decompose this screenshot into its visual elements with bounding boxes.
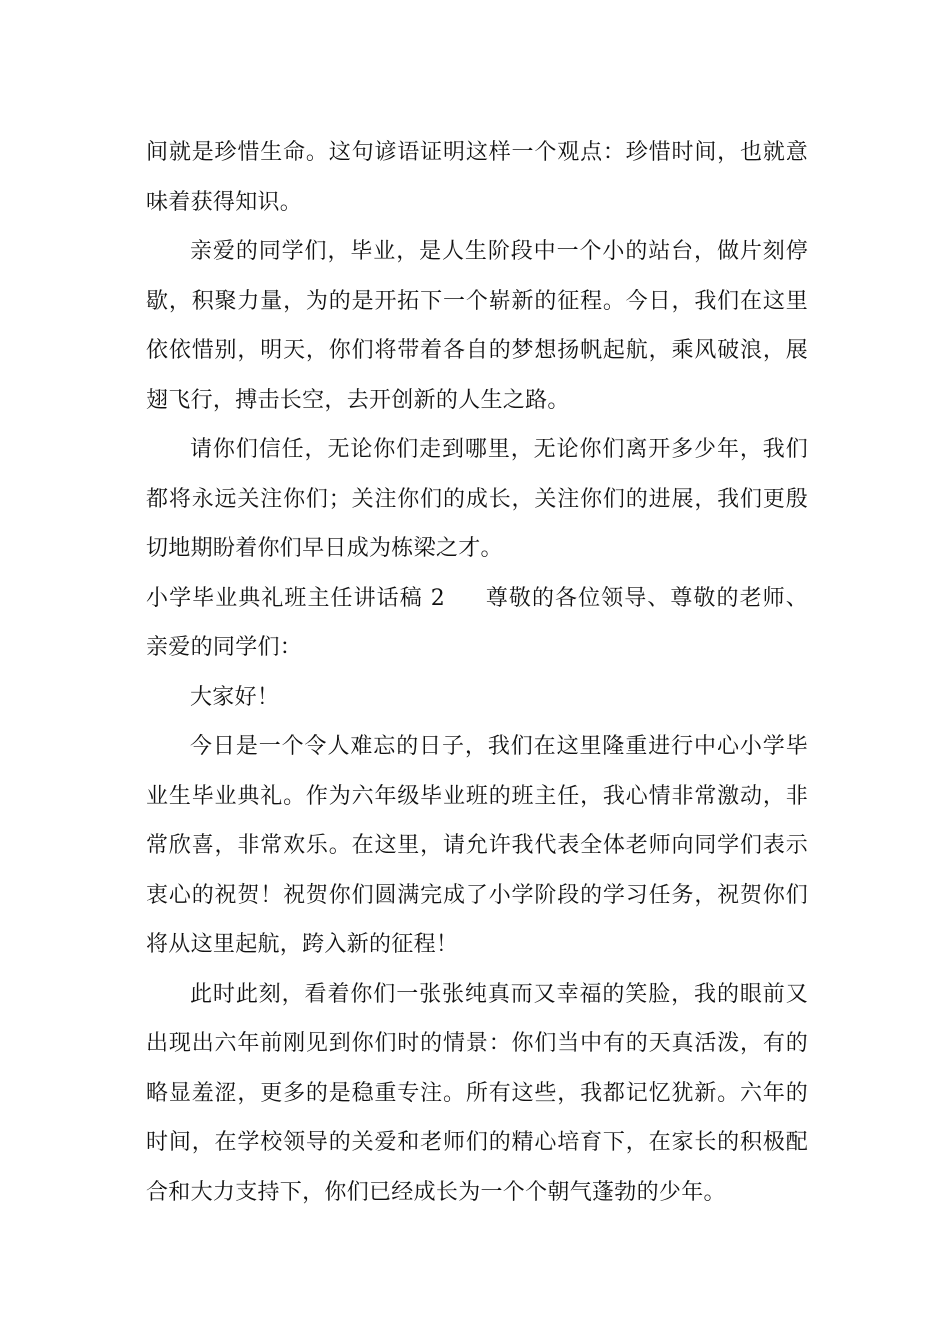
speech-title: 小学毕业典礼班主任讲话稿 2 bbox=[146, 585, 446, 611]
paragraph-memories: 此时此刻，看着你们一张张纯真而又幸福的笑脸，我的眼前又出现出六年前刚见到你们时的情景：你们当中有的天真活泼，有的略显羞涩，更多的是稳重专注。所有这些，我都记忆犹新。六年的时间，在学校领导的关爱和老师们的精心培育下，在家长的积极配合和大力支持下，你们已经成长为一个个朝气蓬勃的少年。 bbox=[146, 981, 808, 1205]
speech-heading bbox=[146, 574, 808, 673]
paragraph-greeting: 大家好！ bbox=[190, 684, 280, 710]
paragraph-congratulations: 今日是一个令人难忘的日子，我们在这里隆重进行中心小学毕业生毕业典礼。作为六年级毕业班的班主任，我心情非常激动，非常欣喜，非常欢乐。在这里，请允许我代表全体老师向同学们表示衷心的祝贺！祝贺你们圆满完成了小学阶段的学习任务，祝贺你们将从这里起航，跨入新的征程！ bbox=[146, 734, 808, 957]
paragraph-farewell: 亲爱的同学们，毕业，是人生阶段中一个小的站台，做片刻停歇，积聚力量，为的是开拓下一个崭新的征程。今日，我们在这里依依惜别，明天，你们将带着各自的梦想扬帆起航，乘风破浪，展翅飞行，搏击长空，去开创新的人生之路。 bbox=[146, 239, 808, 413]
paragraph-trust: 请你们信任，无论你们走到哪里，无论你们离开多少年，我们都将永远关注你们；关注你们的成长，关注你们的进展，我们更殷切地期盼着你们早日成为栋梁之才。 bbox=[146, 437, 808, 561]
speech-salutation: 尊敬的各位领导、尊敬的老师、亲爱的同学们： bbox=[146, 585, 808, 660]
document-body bbox=[146, 128, 808, 1217]
paragraph-continued: 间就是珍惜生命。这句谚语证明这样一个观点：珍惜时间，也就意味着获得知识。 bbox=[146, 140, 808, 215]
